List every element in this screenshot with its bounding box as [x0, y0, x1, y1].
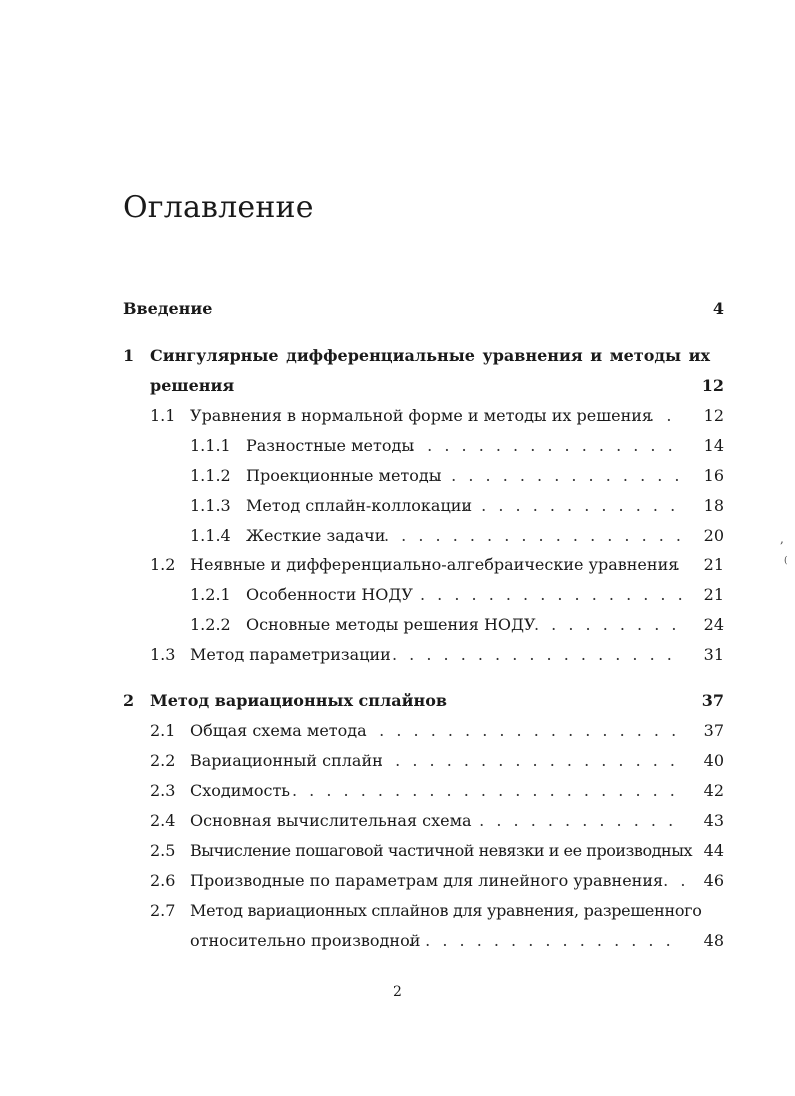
dot-leader — [434, 461, 684, 491]
toc-chapter-2[interactable] — [0, 686, 795, 716]
toc-subsection-number: 1.1.3 — [190, 496, 231, 515]
toc-section-label: Уравнения в нормальной форме и методы их решения — [190, 406, 652, 425]
toc-section-label: Метод вариационных сплайнов для уравнения, разрешенного — [190, 901, 702, 920]
toc-entry-page: 44 — [703, 841, 724, 860]
scan-speck: , — [780, 532, 784, 546]
toc-section-1-1[interactable] — [0, 401, 795, 431]
dot-leader — [632, 401, 684, 431]
toc-section-number: 1.3 — [150, 645, 176, 664]
toc-section-number: 1.2 — [150, 555, 176, 574]
dot-leader — [646, 866, 684, 896]
dot-leader — [534, 610, 684, 640]
toc-chapter-number: 2 — [123, 691, 135, 710]
toc-entry-page: 21 — [703, 555, 724, 574]
toc-subsection-1-1-4[interactable] — [0, 521, 795, 551]
toc-entry-page: 37 — [701, 691, 724, 710]
toc-chapter-title-cont: решения — [150, 376, 235, 395]
toc-section-number: 2.4 — [150, 811, 176, 830]
toc-subsection-label: Проекционные методы — [246, 466, 442, 485]
toc-subsection-number: 1.1.1 — [190, 436, 231, 455]
toc-entry-page: 21 — [703, 585, 724, 604]
toc-subsection-label: Жесткие задачи — [246, 526, 386, 545]
toc-subsection-number: 1.2.1 — [190, 585, 231, 604]
dot-leader — [420, 580, 684, 610]
toc-subsection-label: Основные методы решения НОДУ — [246, 615, 536, 634]
toc-section-number: 2.1 — [150, 721, 176, 740]
dot-leader — [410, 431, 684, 461]
dot-leader — [464, 491, 684, 521]
toc-subsection-1-1-3[interactable] — [0, 491, 795, 521]
toc-entry-label: Введение — [123, 299, 213, 318]
toc-section-2-7-cont[interactable] — [0, 926, 795, 956]
toc-subsection-label: Разностные методы — [246, 436, 415, 455]
dot-leader — [392, 640, 684, 670]
toc-section-2-6[interactable] — [0, 866, 795, 896]
toc-entry-page: 43 — [703, 811, 724, 830]
toc-section-number: 2.7 — [150, 901, 176, 920]
toc-section-number: 1.1 — [150, 406, 176, 425]
toc-section-label: Вычисление пошаговой частичной невязки и ее производных — [190, 841, 693, 860]
toc-entry-page: 40 — [703, 751, 724, 770]
toc-entry-page: 31 — [703, 645, 724, 664]
dot-leader — [362, 716, 684, 746]
toc-section-label: Основная вычислительная схема — [190, 811, 472, 830]
toc-entry-page: 18 — [703, 496, 724, 515]
toc-section-2-7[interactable] — [0, 896, 795, 926]
toc-section-number: 2.2 — [150, 751, 176, 770]
toc-section-1-2[interactable] — [0, 550, 795, 580]
scan-speck: ( — [784, 556, 788, 566]
toc-section-label-cont: относительно производной — [190, 931, 421, 950]
toc-section-number: 2.3 — [150, 781, 176, 800]
toc-subsection-number: 1.2.2 — [190, 615, 231, 634]
dot-leader — [408, 926, 684, 956]
toc-entry-page: 46 — [703, 871, 724, 890]
toc-chapter-title: Метод вариационных сплайнов — [150, 691, 448, 710]
toc-subsection-label: Метод сплайн-коллокации — [246, 496, 473, 515]
toc-section-1-3[interactable] — [0, 640, 795, 670]
toc-chapter-title: Сингулярные дифференциальные уравнения и методы их — [150, 346, 711, 365]
dot-leader — [658, 550, 684, 580]
toc-section-number: 2.6 — [150, 871, 176, 890]
dot-leader — [378, 746, 684, 776]
toc-section-number: 2.5 — [150, 841, 176, 860]
toc-chapter-1[interactable] — [0, 341, 795, 371]
toc-subsection-number: 1.1.4 — [190, 526, 231, 545]
toc-section-label: Сходимость — [190, 781, 291, 800]
toc-subsection-1-1-1[interactable] — [0, 431, 795, 461]
toc-section-label: Метод параметризации — [190, 645, 391, 664]
dot-leader — [462, 806, 684, 836]
toc-subsection-label: Особенности НОДУ — [246, 585, 413, 604]
toc-section-2-1[interactable] — [0, 716, 795, 746]
toc-subsection-1-1-2[interactable] — [0, 461, 795, 491]
page-title: Оглавление — [123, 190, 314, 225]
toc-chapter-number: 1 — [123, 346, 135, 365]
toc-section-2-4[interactable] — [0, 806, 795, 836]
toc-entry-page: 16 — [703, 466, 724, 485]
toc-entry-page: 12 — [701, 376, 724, 395]
toc-chapter-1-cont[interactable] — [0, 371, 795, 401]
toc-subsection-1-2-2[interactable] — [0, 610, 795, 640]
toc-section-2-2[interactable] — [0, 746, 795, 776]
page-number: 2 — [393, 984, 402, 1000]
dot-leader — [292, 776, 684, 806]
toc-section-label: Вариационный сплайн — [190, 751, 383, 770]
toc-entry-page: 37 — [703, 721, 724, 740]
toc-section-2-3[interactable] — [0, 776, 795, 806]
toc-section-label: Неявные и дифференциально-алгебраические уравнения — [190, 555, 679, 574]
toc-entry-page: 24 — [703, 615, 724, 634]
toc-entry-page: 12 — [703, 406, 724, 425]
toc-entry-page: 14 — [703, 436, 724, 455]
toc-entry-page: 20 — [703, 526, 724, 545]
toc-entry-page: 48 — [703, 931, 724, 950]
toc-entry-page: 42 — [703, 781, 724, 800]
toc-section-label: Общая схема метода — [190, 721, 367, 740]
toc-subsection-number: 1.1.2 — [190, 466, 231, 485]
toc-entry-intro[interactable] — [0, 294, 795, 324]
dot-leader — [384, 521, 684, 551]
toc-subsection-1-2-1[interactable] — [0, 580, 795, 610]
toc-entry-page: 4 — [712, 299, 724, 318]
toc-section-label: Производные по параметрам для линейного уравнения — [190, 871, 664, 890]
toc-section-2-5[interactable] — [0, 836, 795, 866]
